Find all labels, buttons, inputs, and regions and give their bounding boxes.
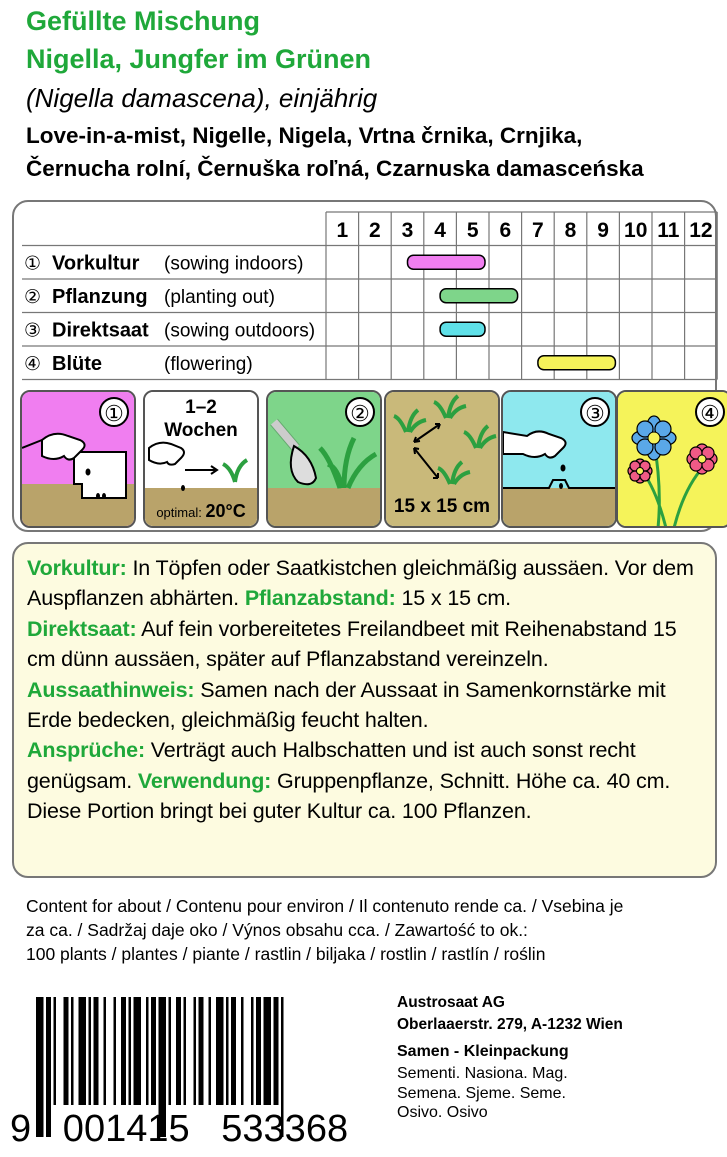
- row-translation: (sowing outdoors): [164, 320, 316, 342]
- barcode-bar: [104, 997, 107, 1105]
- step-number: ③: [580, 397, 610, 427]
- month-label: 5: [466, 218, 479, 242]
- barcode-bar: [146, 997, 149, 1105]
- company-address: Oberlaaerstr. 279, A-1232 Wien: [397, 1016, 623, 1033]
- barcode-bar: [256, 997, 261, 1105]
- barcode-bar: [209, 997, 212, 1105]
- germination-time: 1–2 Wochen: [164, 397, 238, 441]
- row-translation: (planting out): [164, 286, 275, 308]
- month-label: 3: [401, 218, 414, 242]
- barcode-bar: [114, 997, 117, 1105]
- seed-translations-3: Osivo. Osivo: [397, 1104, 488, 1121]
- optimal-temperature: optimal: 20°C: [156, 501, 246, 521]
- step-number: ②: [345, 397, 375, 427]
- barcode-bar: [79, 997, 87, 1105]
- barcode-bar: [54, 997, 57, 1105]
- calendar-grid: [14, 202, 719, 382]
- barcode-bar: [199, 997, 204, 1105]
- pictogram-sowing-indoors: [20, 390, 136, 528]
- barcode-bar: [94, 997, 99, 1105]
- pictogram-planting-out: [266, 390, 382, 528]
- sowing-calendar: [12, 200, 720, 532]
- title-name: Nigella, Jungfer im Grünen: [26, 44, 372, 74]
- barcode-bar: [251, 997, 254, 1105]
- barcode: [8, 995, 368, 1145]
- month-label: 11: [657, 218, 680, 242]
- barcode-bar: [71, 997, 74, 1105]
- company-info: [397, 992, 623, 1123]
- barcode-bar: [264, 997, 272, 1105]
- package-type: Samen - Kleinpackung: [397, 1043, 569, 1060]
- pictogram-flowering: [616, 390, 727, 528]
- barcode-bar: [231, 997, 236, 1105]
- barcode-digits: 9 001415 533368: [10, 1108, 349, 1145]
- company-name: Austrosaat AG: [397, 994, 505, 1011]
- row-label: Vorkultur: [52, 252, 140, 275]
- barcode-bar: [194, 997, 197, 1105]
- content-statement: Content for about / Contenu pour environ / Il contenuto rende ca. / Vsebina je za ca. / Sadržaj daje oko / Výnos obsahu cca. / Zawartość to ok.: 100 plants / plantes / piante / rastlin / biljaka / rostlin / rastlín / roślin: [26, 896, 624, 964]
- month-label: 8: [564, 218, 577, 242]
- month-label: 12: [689, 218, 713, 242]
- seed-translations-1: Sementi. Nasiona. Mag.: [397, 1065, 568, 1082]
- period-bar: [408, 255, 486, 269]
- month-label: 2: [369, 218, 381, 242]
- barcode-bar: [241, 997, 244, 1105]
- period-bar: [440, 322, 485, 336]
- row-translation: (sowing indoors): [164, 253, 304, 275]
- row-number: ④: [24, 352, 42, 375]
- row-label: Direktsaat: [52, 319, 149, 342]
- period-bar: [538, 356, 616, 370]
- seed-translations-2: Semena. Sjeme. Seme.: [397, 1084, 566, 1102]
- row-label: Blüte: [52, 352, 102, 375]
- row-number: ②: [24, 285, 42, 308]
- barcode-bar: [151, 997, 156, 1105]
- month-label: 10: [624, 218, 648, 242]
- month-label: 4: [434, 218, 446, 242]
- barcode-bar: [129, 997, 132, 1105]
- row-number: ③: [24, 319, 42, 342]
- cultivation-instructions: [12, 542, 717, 878]
- pictogram-sowing-outdoors: [501, 390, 617, 528]
- row-number: ①: [24, 252, 42, 275]
- barcode-bar: [274, 997, 279, 1105]
- row-translation: (flowering): [164, 353, 253, 375]
- barcode-bar: [134, 997, 142, 1105]
- barcode-bar: [121, 997, 126, 1105]
- pictogram-germination: [143, 390, 259, 528]
- month-label: 7: [532, 218, 544, 242]
- common-names-2: Černucha rolní, Černuška roľná, Czarnuska damasceńska: [26, 156, 644, 181]
- month-label: 1: [336, 218, 349, 242]
- period-bar: [440, 289, 517, 303]
- common-names-1: Love-in-a-mist, Nigelle, Nigela, Vrtna črnika, Crnjika,: [26, 123, 583, 148]
- latin-name: (Nigella damascena), einjährig: [26, 83, 378, 113]
- barcode-bar: [64, 997, 69, 1105]
- pictogram-spacing: [384, 390, 500, 528]
- barcode-bar: [176, 997, 181, 1105]
- plant-distance: 15 x 15 cm: [393, 496, 491, 517]
- month-label: 6: [499, 218, 512, 242]
- barcode-bar: [216, 997, 224, 1105]
- row-label: Pflanzung: [52, 285, 148, 308]
- barcode-bar: [169, 997, 172, 1105]
- month-label: 9: [597, 218, 609, 242]
- instructions-text: Vorkultur: In Töpfen oder Saatkistchen gleichmäßig aussäen. Vor dem Auspflanzen abhärten. Pflanzabstand: 15 x 15 cm. Direktsaat: Auf fein vorbereitetes Freilandbeet mit Reihenabstand 15 cm dünn aussäen, später auf Pflanzabstand vereinzeln. Aussaathinweis: Samen nach der Aussaat in Samenkornstärke mit Erde bedecken, gleichmäßig feucht halten. Ansprüche: Verträgt auch Halbschatten und ist auch sonst recht genügsam. Verwendung: Gruppenpflanze, Schnitt. Höhe ca. 40 cm. Diese Portion bringt bei guter Kultur ca. 100 Pflanzen.: [27, 556, 694, 824]
- barcode-bar: [184, 997, 187, 1105]
- step-number: ④: [695, 397, 725, 427]
- barcode-bar: [226, 997, 229, 1105]
- title-mix: Gefüllte Mischung: [26, 6, 261, 36]
- barcode-bar: [89, 997, 92, 1105]
- step-number: ①: [99, 397, 129, 427]
